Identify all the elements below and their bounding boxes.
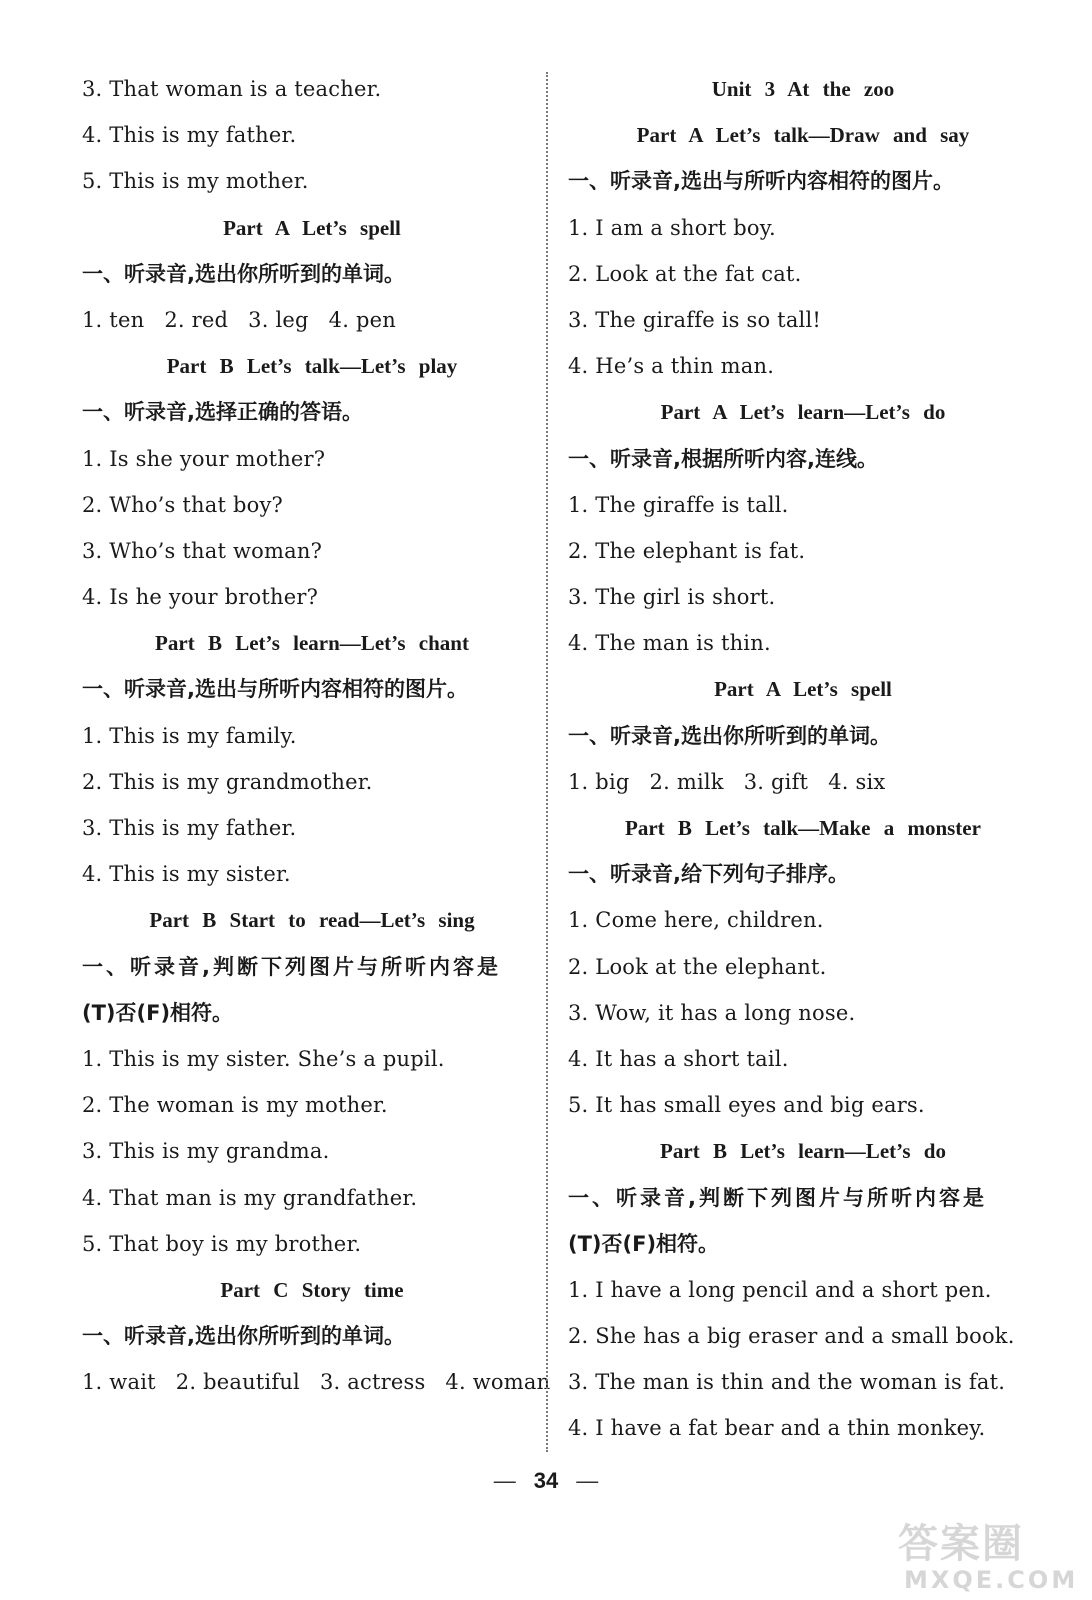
sentence-line: 4. It has a short tail.	[568, 1046, 789, 1071]
word-options	[82, 1359, 551, 1405]
word-option: 3. gift	[743, 769, 809, 794]
instruction: 一、听录音,给下列句子排序。	[568, 862, 849, 887]
sentence-line: 2. She has a big eraser and a small book.	[568, 1324, 1015, 1349]
footer-dash-left: —	[493, 1468, 516, 1493]
sentence-line: 4. He’s a thin man.	[568, 354, 775, 379]
sentence-line: 5. It has small eyes and big ears.	[568, 1093, 925, 1118]
sentence-line: 1. Come here, children.	[568, 908, 824, 933]
footer-dash-right: —	[576, 1468, 599, 1493]
sentence-line: 1. Is she your mother?	[82, 446, 326, 471]
sentence-line: 4. This is my sister.	[82, 862, 291, 887]
sentence-line: 3. Who’s that woman?	[82, 538, 323, 563]
section-heading: Part B Let’s talk—Make a monster	[625, 816, 981, 840]
page-footer	[0, 1468, 1092, 1494]
sentence-line: 3. This is my grandma.	[82, 1139, 330, 1164]
section-heading: Part B Let’s learn—Let’s chant	[155, 631, 469, 656]
section-heading: Part A Let’s learn—Let’s do	[660, 400, 946, 425]
section-heading: Part B Let’s learn—Let’s do	[660, 1139, 946, 1164]
watermark-text: 答案圈	[898, 1521, 1024, 1567]
instruction: 一、听录音,选出与所听内容相符的图片。	[82, 677, 468, 702]
instruction: 一、听录音,选出你所听到的单词。	[82, 261, 405, 286]
word-option: 3. leg	[248, 307, 309, 332]
word-option: 4. six	[828, 769, 886, 794]
sentence-line: 2. The woman is my mother.	[82, 1093, 388, 1118]
sentence-line: 3. The man is thin and the woman is fat.	[568, 1370, 1006, 1395]
word-options	[82, 297, 542, 343]
sentence-line: 4. This is my father.	[82, 123, 297, 148]
sentence-line: 3. The girl is short.	[568, 585, 776, 610]
watermark-url: MXQE.COM	[904, 1566, 1079, 1594]
sentence-line: 1. This is my family.	[82, 723, 297, 748]
sentence-line: 2. Who’s that boy?	[82, 492, 283, 517]
word-option: 2. milk	[649, 769, 724, 794]
sentence-line: 4. Is he your brother?	[82, 585, 319, 610]
left-column	[82, 66, 551, 1405]
instruction: 一、听录音,根据所听内容,连线。	[568, 446, 878, 471]
section-heading: Part A Let’s talk—Draw and say	[636, 123, 970, 148]
instruction: (T)否(F)相符。	[568, 1231, 720, 1256]
sentence-line: 4. The man is thin.	[568, 631, 771, 656]
sentence-line: 1. This is my sister. She’s a pupil.	[82, 1046, 445, 1071]
word-option: 4. pen	[328, 307, 396, 332]
instruction: 一、听录音,判断下列图片与所听内容是	[82, 954, 501, 979]
instruction: 一、听录音,选出你所听到的单词。	[82, 1324, 405, 1349]
word-options	[568, 759, 1038, 805]
word-option: 2. beautiful	[175, 1370, 300, 1395]
sentence-line: 4. That man is my grandfather.	[82, 1185, 418, 1210]
sentence-line: 1. The giraffe is tall.	[568, 492, 789, 517]
instruction: 一、听录音,选出你所听到的单词。	[568, 723, 891, 748]
sentence-line: 3. This is my father.	[82, 816, 297, 840]
watermark-logo	[884, 1512, 1080, 1594]
sentence-line: 5. That boy is my brother.	[82, 1231, 362, 1256]
word-option: 3. actress	[319, 1370, 426, 1395]
instruction: 一、听录音,选出与所听内容相符的图片。	[568, 169, 954, 194]
word-option: 4. woman	[445, 1370, 551, 1395]
section-heading: Part B Start to read—Let’s sing	[149, 908, 475, 933]
instruction: (T)否(F)相符。	[82, 1000, 234, 1025]
sentence-line: 2. Look at the elephant.	[568, 954, 827, 979]
column-divider	[546, 72, 548, 1452]
sentence-line: 3. That woman is a teacher.	[82, 77, 382, 101]
word-option: 1. wait	[82, 1370, 156, 1395]
page-number: 34	[533, 1468, 559, 1493]
section-heading: Part A Let’s spell	[714, 677, 892, 702]
section-heading: Part C Story time	[220, 1277, 404, 1302]
sentence-line: 3. The giraffe is so tall!	[568, 307, 822, 332]
section-heading: Part A Let’s spell	[223, 215, 401, 240]
sentence-line: 4. I have a fat bear and a thin monkey.	[568, 1416, 986, 1441]
section-heading: Unit 3 At the zoo	[711, 77, 895, 101]
sentence-line: 3. Wow, it has a long nose.	[568, 1000, 856, 1025]
sentence-line: 1. I have a long pencil and a short pen.	[568, 1277, 992, 1302]
word-option: 2. red	[164, 307, 229, 332]
instruction: 一、听录音,判断下列图片与所听内容是	[568, 1185, 987, 1210]
sentence-line: 2. This is my grandmother.	[82, 769, 373, 794]
word-option: 1. big	[568, 769, 630, 794]
sentence-line: 2. The elephant is fat.	[568, 538, 806, 563]
word-option: 1. ten	[82, 307, 145, 332]
section-heading: Part B Let’s talk—Let’s play	[166, 354, 458, 379]
sentence-line: 5. This is my mother.	[82, 169, 309, 194]
instruction: 一、听录音,选择正确的答语。	[82, 400, 363, 425]
sentence-line: 1. I am a short boy.	[568, 215, 776, 240]
right-column	[568, 66, 1038, 1452]
sentence-line: 2. Look at the fat cat.	[568, 261, 802, 286]
